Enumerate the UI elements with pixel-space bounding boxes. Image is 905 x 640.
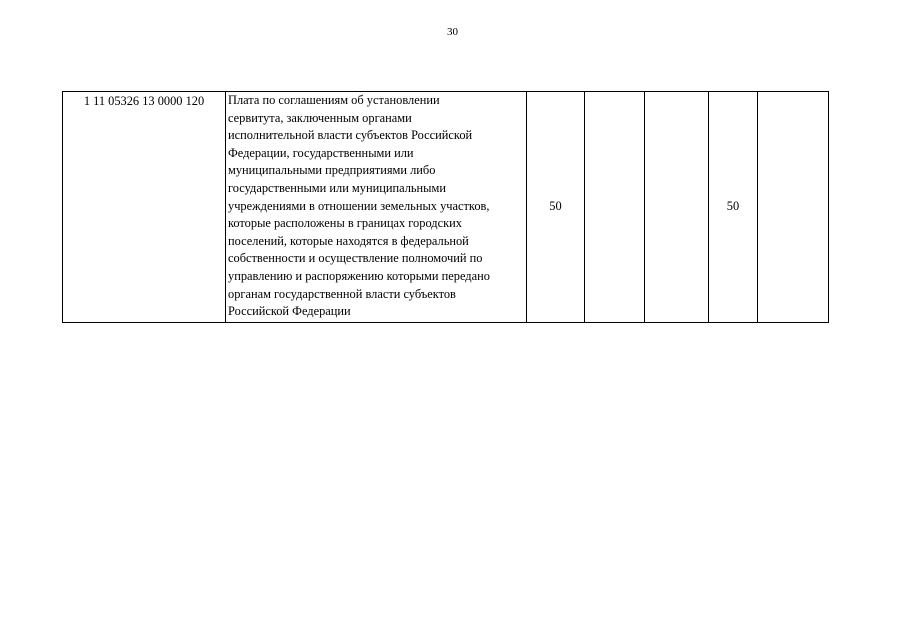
description-line: поселений, которые находятся в федеральной — [228, 233, 469, 248]
description-line: управлению и распоряжению которыми передано — [228, 268, 490, 283]
description-line: органам государственной власти субъектов — [228, 286, 456, 301]
income-description — [226, 92, 527, 323]
amount-cell-col5 — [645, 92, 709, 323]
budget-classification-code: 1 11 05326 13 0000 120 — [63, 92, 226, 323]
description-line: сервитута, заключенным органами — [228, 110, 412, 125]
description-line: Федерации, государственными или — [228, 145, 414, 160]
description-line: учреждениями в отношении земельных участков, — [228, 198, 490, 213]
amount-cell-col4 — [585, 92, 645, 323]
page-number: 30 — [447, 26, 458, 38]
description-line: муниципальными предприятиями либо — [228, 163, 436, 178]
budget-table — [62, 91, 829, 323]
amount-cell-col6: 50 — [709, 92, 758, 323]
table-row — [63, 92, 829, 323]
description-line: которые расположены в границах городских — [228, 216, 462, 231]
amount-cell-col7 — [758, 92, 829, 323]
description-line: Плата по соглашениям об установлении — [228, 93, 440, 107]
description-line: исполнительной власти субъектов Российской — [228, 128, 473, 143]
description-line: Российской Федерации — [228, 304, 351, 319]
amount-cell-col3: 50 — [527, 92, 585, 323]
description-line: собственности и осуществление полномочий по — [228, 251, 483, 266]
description-line: государственными или муниципальными — [228, 180, 446, 195]
